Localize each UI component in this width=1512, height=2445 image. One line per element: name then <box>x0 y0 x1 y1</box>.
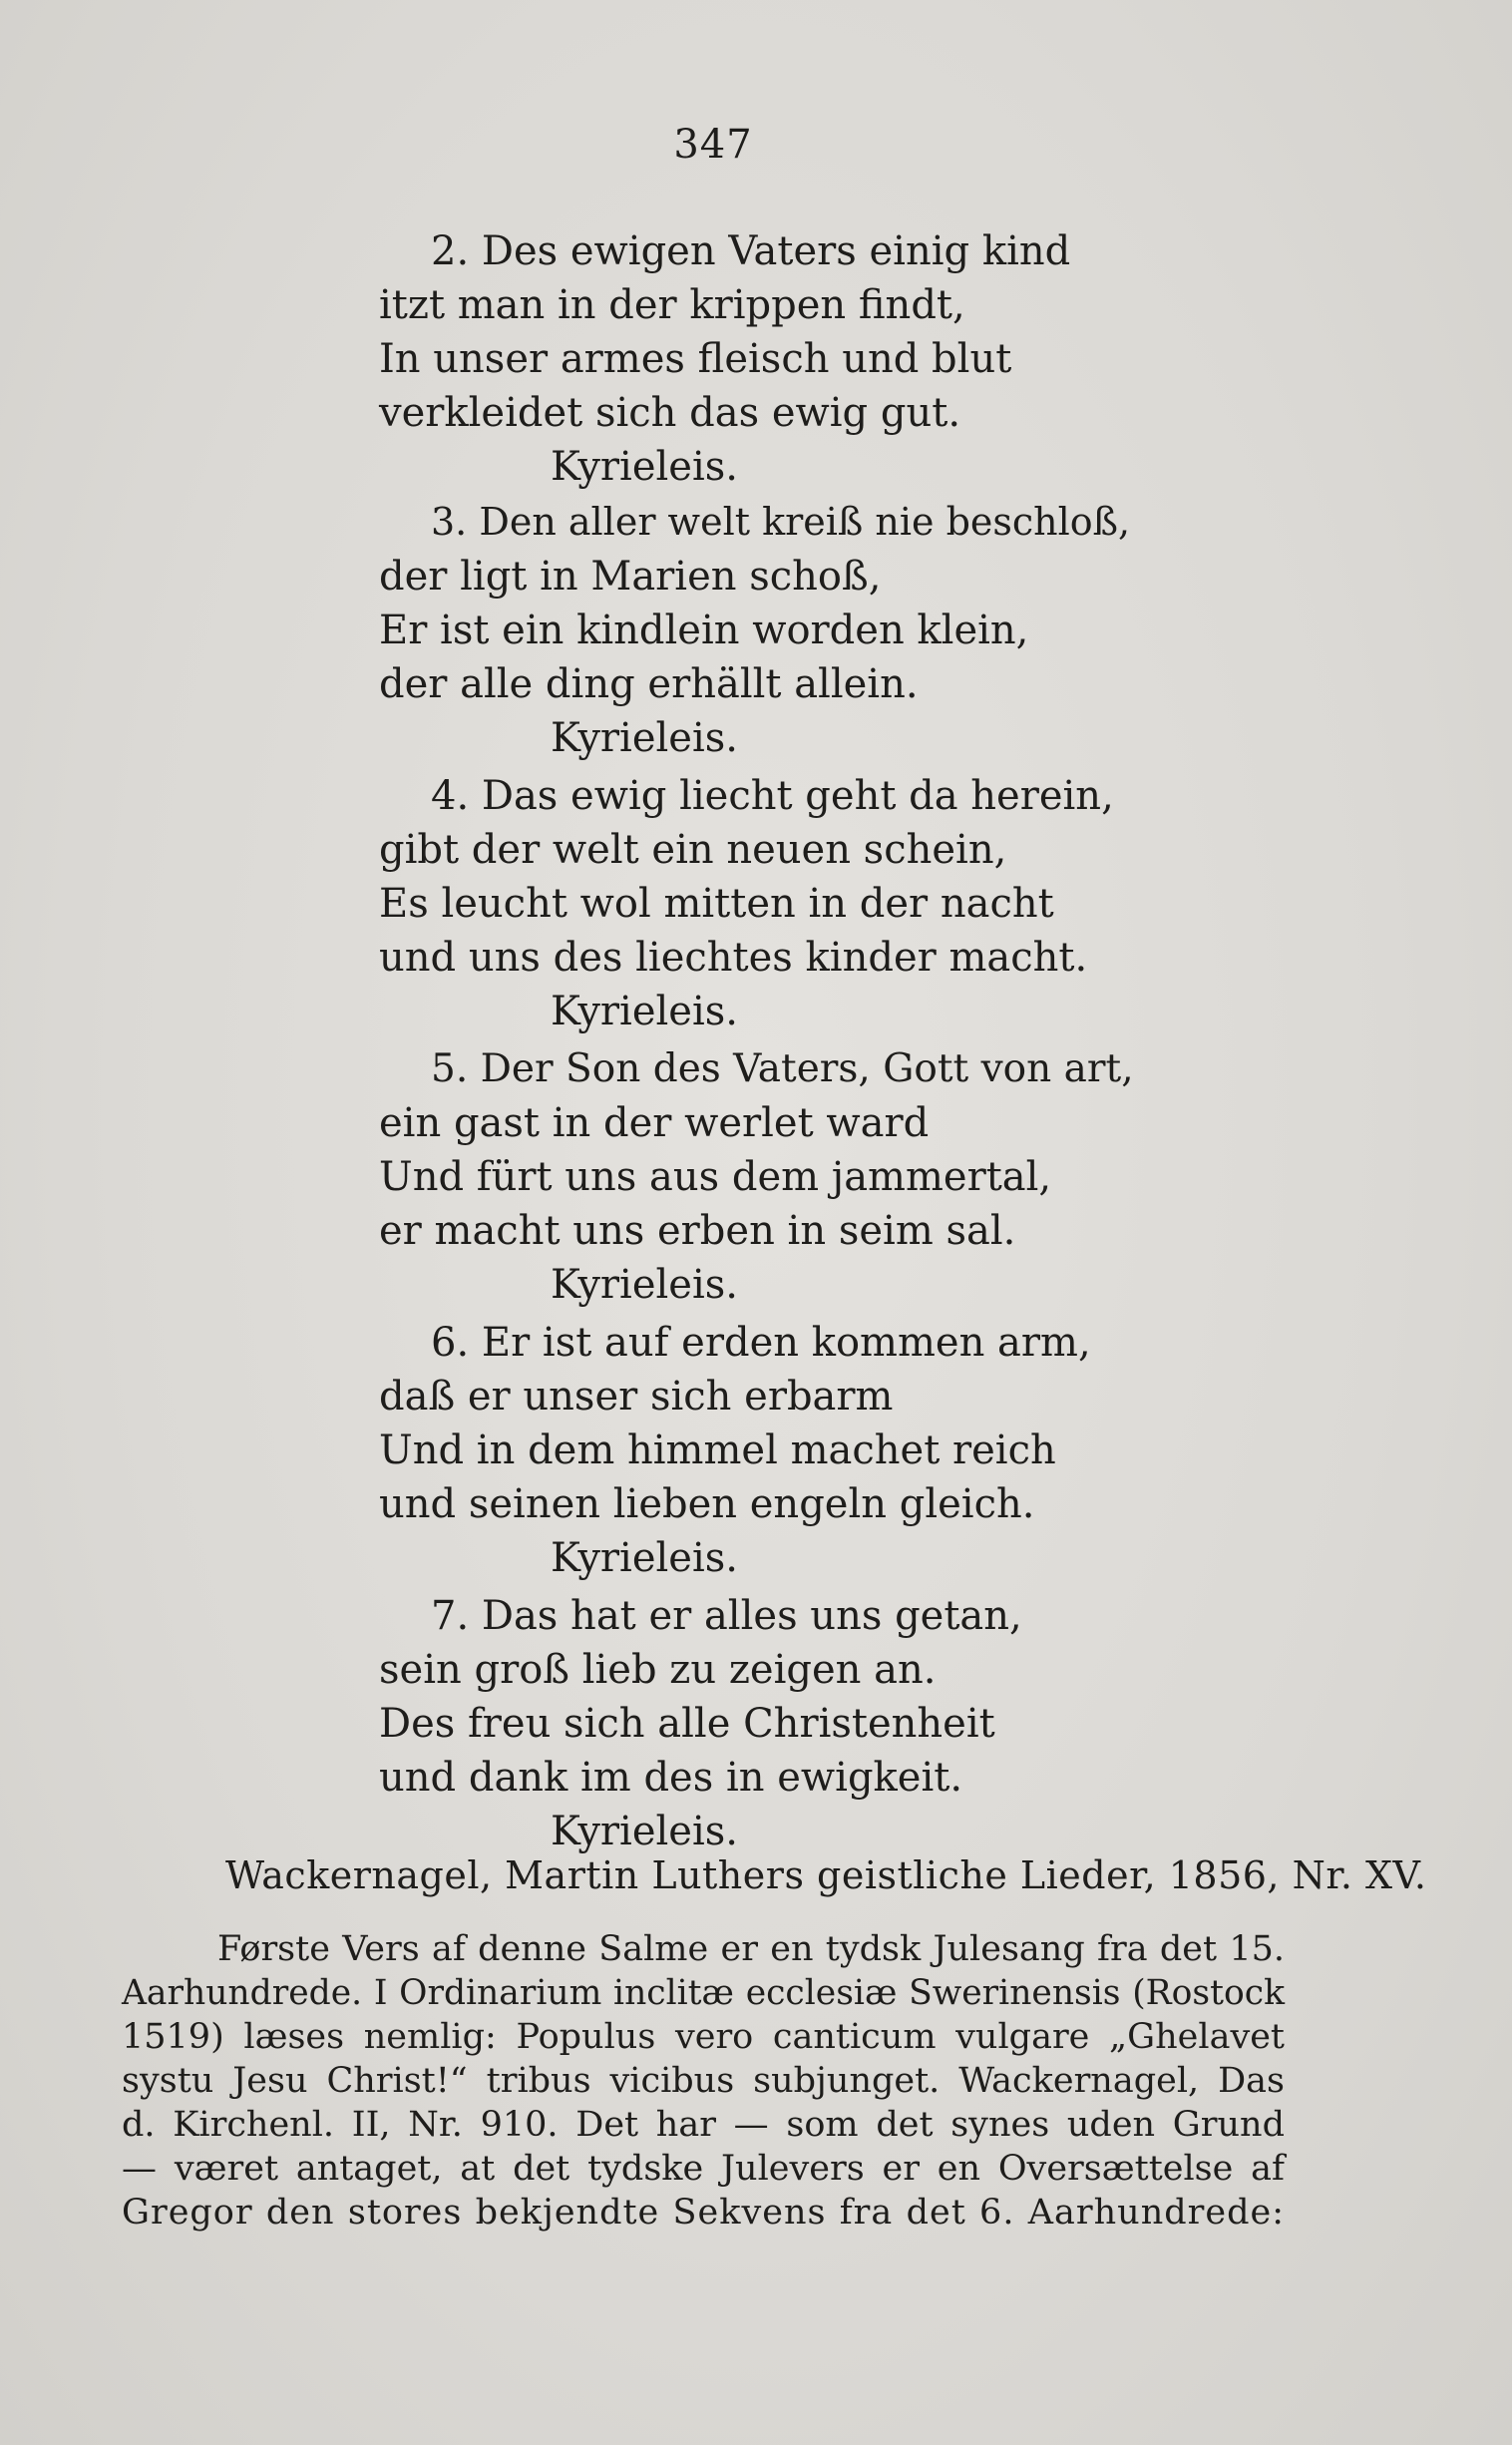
stanza-line: Und in dem himmel machet reich <box>379 1427 1056 1473</box>
stanza-line <box>431 773 1114 819</box>
stanza-line-text: Der Son des Vaters, Gott von art, <box>480 1046 1134 1091</box>
stanza-line-text: Er ist auf erden kommen arm, <box>481 1320 1091 1366</box>
stanza-line-text: Den aller welt kreiß nie beschloß, <box>479 500 1131 544</box>
stanza-line: sein groß lieb zu zeigen an. <box>379 1647 937 1693</box>
stanza-line-text: Das ewig liecht geht da herein, <box>481 773 1114 819</box>
stanza-number: 7. <box>431 1593 470 1639</box>
stanza-line: In unser armes fleisch und blut <box>379 336 1012 382</box>
stanza-number: 5. <box>431 1046 469 1091</box>
page-number: 347 <box>673 122 753 168</box>
stanza-line: verkleidet sich das ewig gut. <box>379 390 961 436</box>
stanza-line: ein gast in der werlet ward <box>379 1100 930 1146</box>
source-citation: Wackernagel, Martin Luthers geistliche Lieder, 1856, Nr. XV. <box>225 1853 1427 1897</box>
paragraph-line: systu Jesu Christ!“ tribus vicibus subjunget. Wackernagel, Das <box>122 2061 1285 2101</box>
stanza-number: 4. <box>431 773 470 819</box>
stanza-line: und seinen lieben engeln gleich. <box>379 1481 1035 1527</box>
stanza-line: Es leucht wol mitten in der nacht <box>379 881 1054 927</box>
stanza-line-text: Das hat er alles uns getan, <box>481 1593 1022 1639</box>
stanza-line: Er ist ein kindlein worden klein, <box>379 608 1029 653</box>
paragraph-line: d. Kirchenl. II, Nr. 910. Det har — som det synes uden Grund <box>122 2105 1285 2145</box>
paragraph-line: Første Vers af denne Salme er en tydsk Julesang fra det 15. <box>217 1929 1285 1969</box>
stanza-line <box>431 1593 1022 1639</box>
stanza-number: 6. <box>431 1320 470 1366</box>
stanza-number: 3. <box>431 500 468 544</box>
stanza-line <box>431 228 1071 274</box>
refrain: Kyrieleis. <box>551 989 739 1034</box>
paragraph-line: 1519) læses nemlig: Populus vero canticum vulgare „Ghelavet <box>122 2017 1285 2057</box>
stanza-line: der alle ding erhällt allein. <box>379 661 919 707</box>
stanza-line: Und fürt uns aus dem jammertal, <box>379 1154 1052 1200</box>
stanza-line <box>431 500 1131 544</box>
stanza-line: er macht uns erben in seim sal. <box>379 1208 1016 1254</box>
stanza-line <box>431 1046 1134 1091</box>
paragraph-line: Gregor den stores bekjendte Sekvens fra det 6. Aarhundrede: <box>122 2193 1285 2233</box>
paragraph-line: — været antaget, at det tydske Julevers er en Oversættelse af <box>122 2149 1285 2189</box>
stanza-line: itzt man in der krippen findt, <box>379 282 965 328</box>
stanza-line: und dank im des in ewigkeit. <box>379 1755 963 1801</box>
stanza-line-text: Des ewigen Vaters einig kind <box>481 228 1071 274</box>
stanza-number: 2. <box>431 228 470 274</box>
refrain: Kyrieleis. <box>551 444 739 490</box>
stanza-line <box>431 1320 1091 1366</box>
refrain: Kyrieleis. <box>551 1535 739 1581</box>
refrain: Kyrieleis. <box>551 715 739 761</box>
stanza-line: gibt der welt ein neuen schein, <box>379 827 1007 873</box>
refrain: Kyrieleis. <box>551 1809 739 1854</box>
stanza-line: daß er unser sich erbarm <box>379 1374 894 1420</box>
stanza-line: Des freu sich alle Christenheit <box>379 1701 995 1747</box>
stanza-line: der ligt in Marien schoß, <box>379 554 882 600</box>
paragraph-line: Aarhundrede. I Ordinarium inclitæ ecclesiæ Swerinensis (Rostock <box>122 1973 1285 2013</box>
refrain: Kyrieleis. <box>551 1262 739 1308</box>
stanza-line: und uns des liechtes kinder macht. <box>379 935 1088 981</box>
